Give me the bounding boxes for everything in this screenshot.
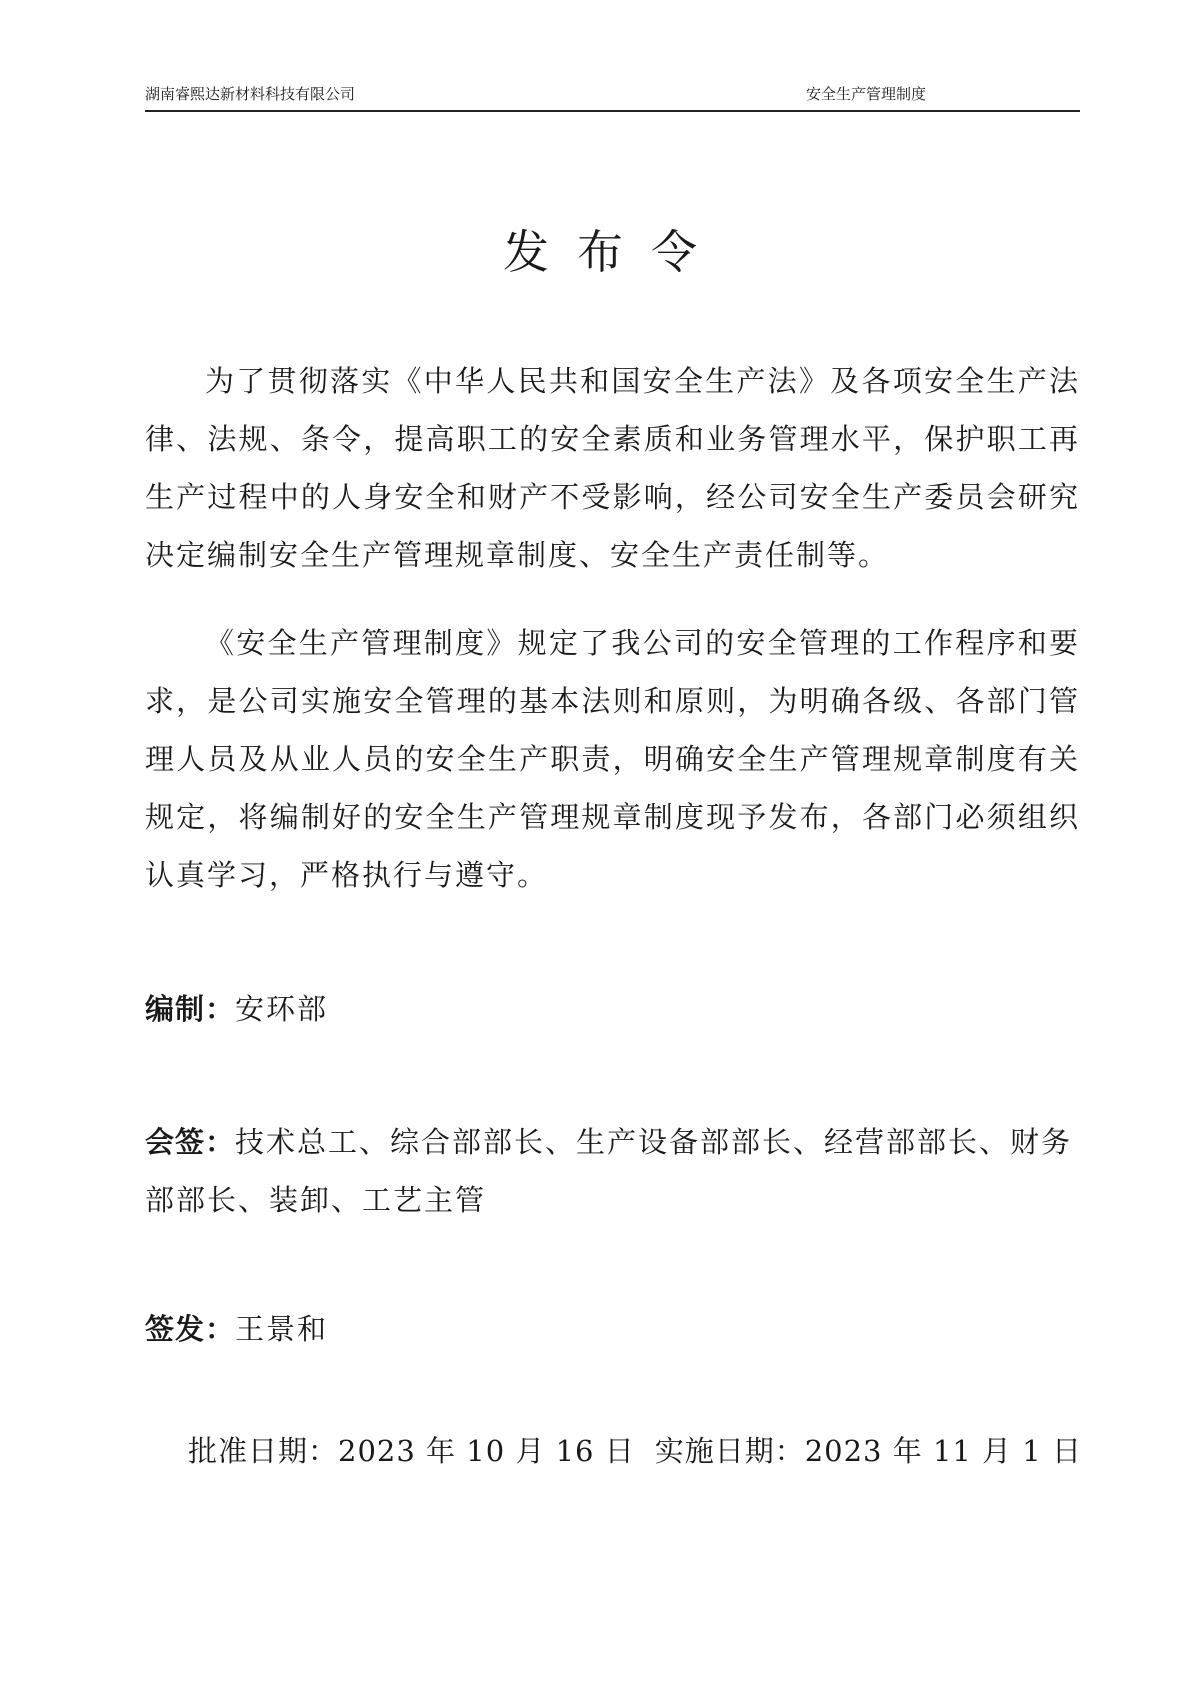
issuer-field	[145, 1300, 1080, 1358]
document-title: 发布令	[503, 225, 725, 279]
approval-date: 批准日期：2023 年 10 月 16 日	[188, 1434, 635, 1468]
editor-field	[145, 980, 1080, 1038]
header-company-name: 湖南睿熙达新材料科技有限公司	[145, 85, 356, 103]
page-header	[145, 84, 1080, 112]
countersign-label: 会签：	[145, 1125, 236, 1159]
issuer-label: 签发：	[145, 1312, 236, 1346]
countersign-field	[145, 1113, 1080, 1229]
body-paragraph-2: 《安全生产管理制度》规定了我公司的安全管理的工作程序和要求，是公司实施安全管理的基本法则和原则，为明确各级、各部门管理人员及从业人员的安全生产职责，明确安全生产管理规章制度有关规定，将编制好的安全生产管理规章制度现予发布，各部门必须组织认真学习，严格执行与遵守。	[145, 626, 1080, 892]
editor-label: 编制：	[145, 992, 236, 1026]
body-paragraph-1: 为了贯彻落实《中华人民共和国安全生产法》及各项安全生产法律、法规、条令，提高职工的安全素质和业务管理水平，保护职工再生产过程中的人身安全和财产不受影响，经公司安全生产委员会研究决定编制安全生产管理规章制度、安全生产责任制等。	[145, 364, 1080, 572]
effective-date: 实施日期：2023 年 11 月 1 日	[654, 1434, 1082, 1468]
date-line	[188, 1422, 1088, 1480]
countersign-value: 技术总工、综合部部长、生产设备部部长、经营部部长、财务部部长、装卸、工艺主管	[145, 1125, 1073, 1217]
header-document-name: 安全生产管理制度	[806, 85, 927, 103]
issuer-value: 王景和	[235, 1312, 329, 1346]
editor-value: 安环部	[235, 992, 329, 1026]
